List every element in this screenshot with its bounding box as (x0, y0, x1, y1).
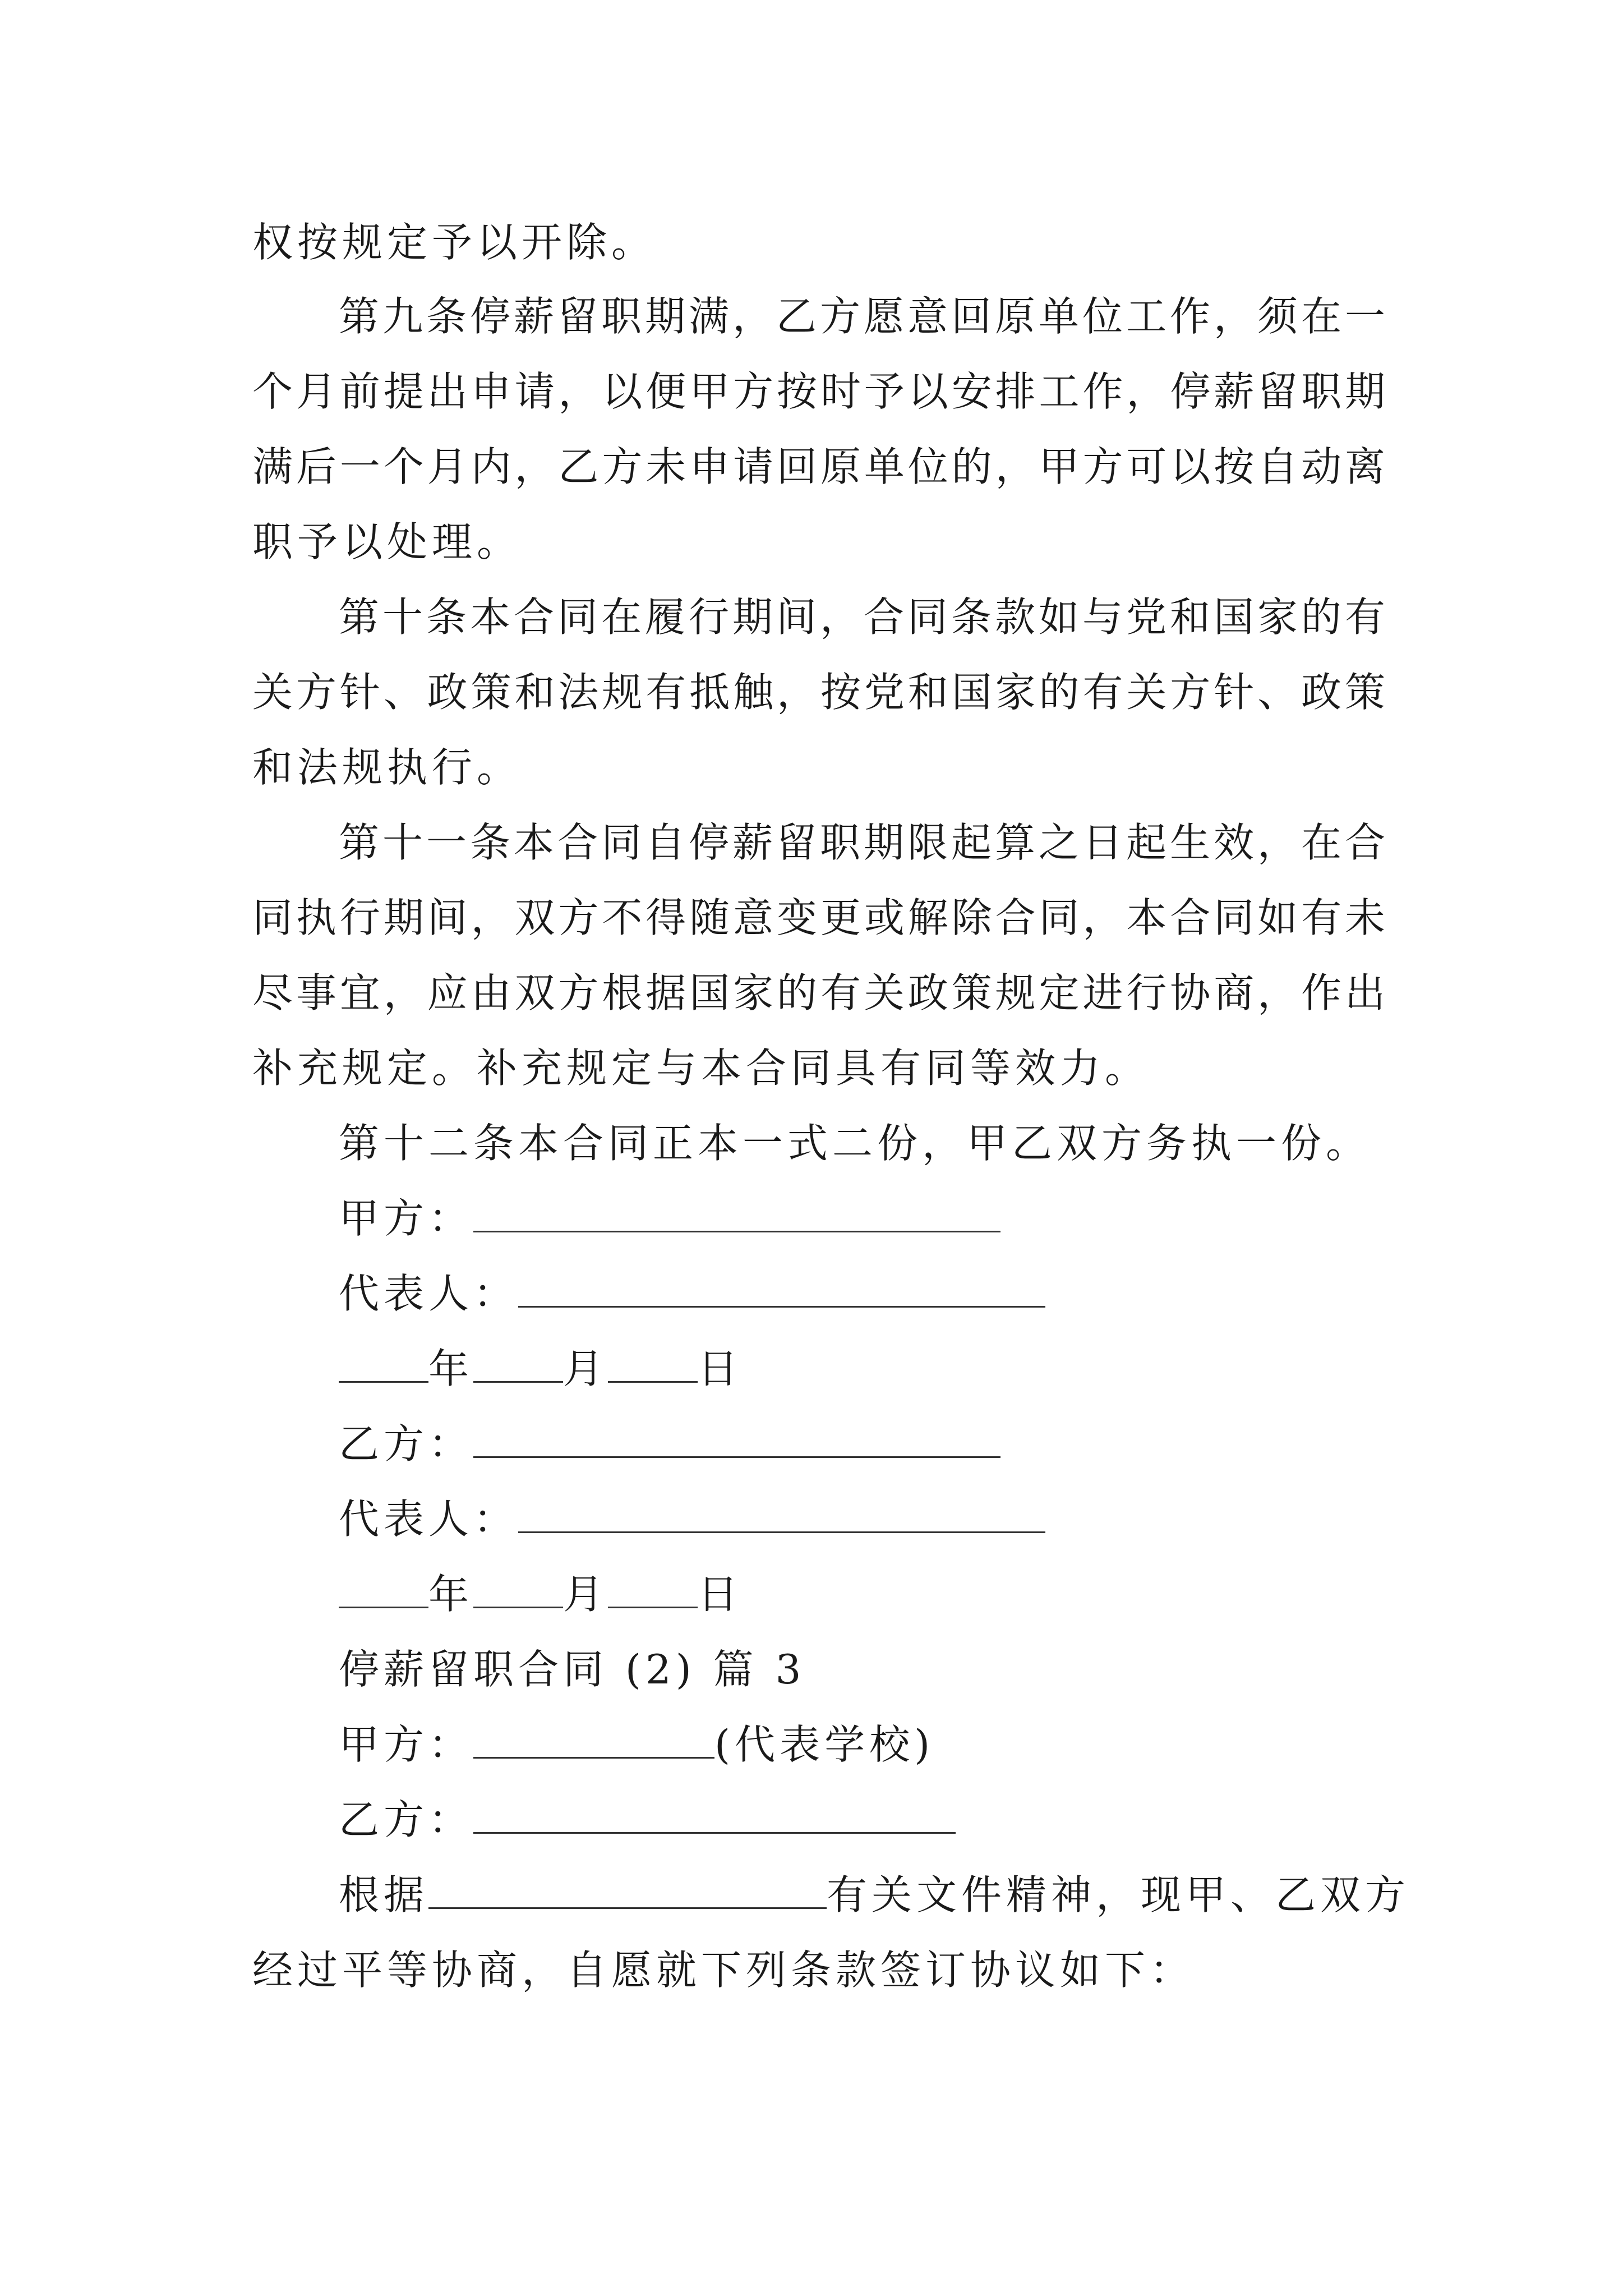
article-10-line: 第十条本合同在履行期间，合同条款如与党和国家的有 (339, 593, 1385, 641)
paragraph-line: 权按规定予以开除。 (252, 219, 657, 266)
day-label: 日 (698, 1345, 743, 1392)
party-b-blank (473, 1421, 1000, 1458)
paragraph-line: 职予以处理。 (252, 518, 522, 565)
paragraph-line: 满后一个月内，乙方未申请回原单位的，甲方可以按自动离 (252, 443, 1385, 490)
representative-label: 代表人： (339, 1270, 519, 1317)
party-a-rep-row (339, 1266, 1045, 1322)
month-label: 月 (563, 1571, 608, 1618)
party-a-date-row (339, 1341, 743, 1397)
section-3-title: 停薪留职合同 (2) 篇 3 (339, 1646, 806, 1693)
article-12-line: 第十二条本合同正本一式二份，甲乙双方务执一份。 (339, 1120, 1371, 1167)
day-blank (608, 1572, 698, 1608)
basis-line (339, 1867, 1410, 1923)
article-9-line: 第九条停薪留职期满，乙方愿意回原单位工作，须在一 (339, 293, 1385, 340)
paragraph-line: 个月前提出申请，以便甲方按时予以安排工作，停薪留职期 (252, 368, 1385, 415)
basis-suffix: 有关文件精神，现甲、乙双方 (827, 1871, 1410, 1918)
party-b-label: 乙方： (339, 1420, 474, 1467)
party-a-blank (473, 1722, 714, 1759)
party-a-label: 甲方： (339, 1721, 474, 1768)
year-label: 年 (428, 1345, 474, 1392)
basis-prefix: 根据 (339, 1871, 429, 1918)
party-a-suffix: (代表学校) (714, 1721, 935, 1768)
paragraph-line: 关方针、政策和法规有抵触，按党和国家的有关方针、政策 (252, 669, 1385, 716)
paragraph-line: 同执行期间，双方不得随意变更或解除合同，本合同如有未 (252, 894, 1385, 941)
day-label: 日 (698, 1571, 743, 1618)
month-label: 月 (563, 1345, 608, 1392)
paragraph-line: 补充规定。补充规定与本合同具有同等效力。 (252, 1045, 1150, 1092)
year-blank (339, 1572, 428, 1608)
basis-blank (428, 1872, 827, 1909)
representative-label: 代表人： (339, 1496, 519, 1543)
party-b-blank (473, 1797, 956, 1834)
article-11-line: 第十一条本合同自停薪留职期限起算之日起生效，在合 (339, 819, 1385, 866)
month-blank (473, 1572, 563, 1608)
basis-line-2: 经过平等协商，自愿就下列条款签订协议如下： (252, 1947, 1195, 1994)
day-blank (608, 1346, 698, 1383)
party-b-signature-row (339, 1416, 1000, 1472)
representative-blank (518, 1271, 1045, 1308)
party-a-blank (473, 1196, 1000, 1232)
paragraph-line: 和法规执行。 (252, 744, 522, 791)
year-blank (339, 1346, 428, 1383)
party-a-signature-row (339, 1190, 1000, 1246)
party-a-label: 甲方： (339, 1195, 474, 1242)
representative-blank (518, 1497, 1045, 1533)
year-label: 年 (428, 1571, 474, 1618)
month-blank (473, 1346, 563, 1383)
paragraph-line: 尽事宜，应由双方根据国家的有关政策规定进行协商，作出 (252, 969, 1385, 1016)
party-b-rep-row (339, 1491, 1045, 1547)
section-3-party-b-row (339, 1792, 956, 1848)
section-3-party-a-row (339, 1717, 934, 1773)
party-b-date-row (339, 1566, 743, 1622)
party-b-label: 乙方： (339, 1796, 474, 1843)
